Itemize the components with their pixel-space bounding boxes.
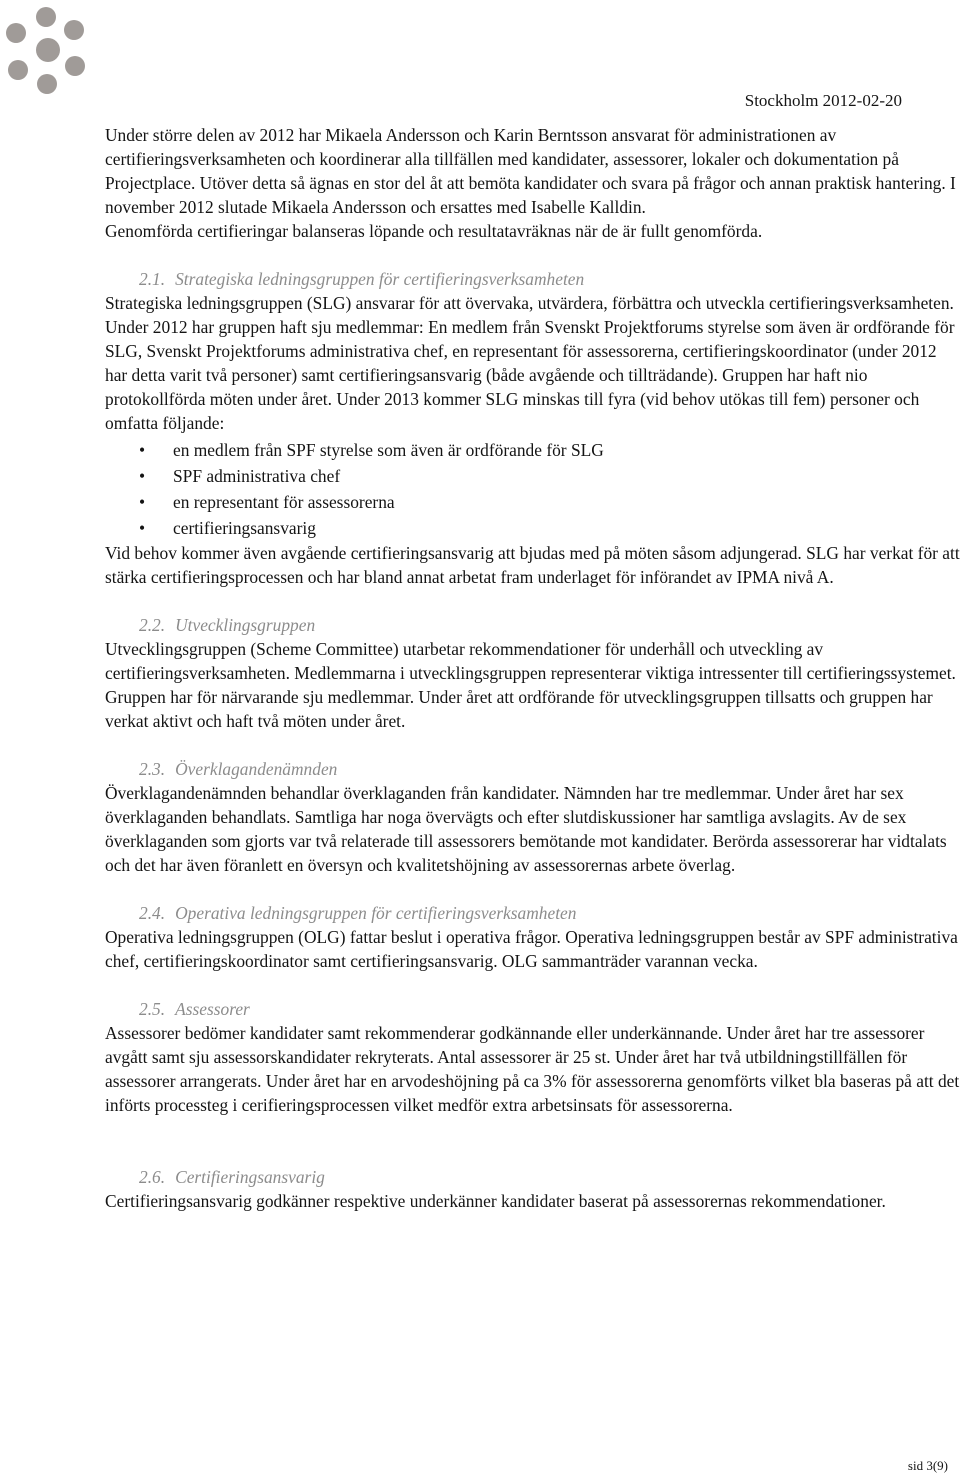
section-number: 2.5. <box>139 999 166 1019</box>
section-title: Certifieringsansvarig <box>175 1167 325 1187</box>
document-body <box>105 123 960 1213</box>
intro-paragraph-2: Genomförda certifieringar balanseras löpande och resultatavräknas när de är fullt genomförda. <box>105 221 763 241</box>
section-title: Utvecklingsgruppen <box>175 615 316 635</box>
section-number: 2.4. <box>139 903 166 923</box>
list-item: • en representant för assessorerna <box>135 489 960 515</box>
bullet-icon: • <box>139 518 146 538</box>
section-heading-2-5 <box>105 997 960 1021</box>
section-heading-2-2 <box>105 613 960 637</box>
section-title: Assessorer <box>175 999 250 1019</box>
section-number: 2.6. <box>139 1167 166 1187</box>
section-number: 2.1. <box>139 269 166 289</box>
section-number: 2.3. <box>139 759 166 779</box>
section-title: Strategiska ledningsgruppen för certifieringsverksamheten <box>175 269 585 289</box>
section-heading-2-4 <box>105 901 960 925</box>
section-heading-2-1 <box>105 267 960 291</box>
section-title: Operativa ledningsgruppen för certifieringsverksamheten <box>175 903 577 923</box>
section-number: 2.2. <box>139 615 166 635</box>
flower-dots-logo-icon <box>0 0 96 100</box>
section-heading-2-3 <box>105 757 960 781</box>
section-heading-2-6 <box>105 1165 960 1189</box>
section-2-2-paragraph-1: Utvecklingsgruppen (Scheme Committee) utarbetar rekommendationer för underhåll och utveckling av certifieringsverksamheten. Medlemmarna i utvecklingsgruppen representerar viktiga intressenter till certifieringssystemet. Gruppen har för närvarande sju medlemmar. Under året att ordförande för utvecklingsgruppen tillsatts och gruppen har verkat aktivt och haft två möten under året. <box>105 639 956 731</box>
section-2-5-paragraph-1: Assessorer bedömer kandidater samt rekommenderar godkännande eller underkännande. Under året har tre assessorer avgått samt sju assessorskandidater rekryterats. Antal assessorer är 25 st. Under året har två utbildningstillfällen för assessorer arrangerats. Under året har en arvodeshöjning på ca 3% för assessorerna genomförts vilket bla baseras på att det införts processteg i cerifieringsprocessen vilket medför extra arbetsinsats för assessorerna. <box>105 1023 960 1115</box>
page-number: sid 3(9) <box>907 1458 948 1473</box>
section-title: Överklagandenämnden <box>175 759 338 779</box>
document-date: Stockholm 2012-02-20 <box>744 91 902 110</box>
list-item: • en medlem från SPF styrelse som även är ordförande för SLG <box>135 437 960 463</box>
section-2-1-paragraph-1: Strategiska ledningsgruppen (SLG) ansvarar för att övervaka, utvärdera, förbättra och utveckla certifieringsverksamheten. Under 2012 har gruppen haft sju medlemmar: En medlem från Svenskt Projektforums styrelse som även är ordförande för SLG, Svenskt Projektforums administrativa chef, en representant för assessorerna, certifieringskoordinator (under 2012 har detta varit två personer) samt certifieringsansvarig (både avgående och tillträdande). Gruppen har haft nio protokollförda möten under året. Under 2013 kommer SLG minskas till fyra (vid behov utökas till fem) personer och omfatta följande: <box>105 293 955 433</box>
bullet-icon: • <box>139 492 146 512</box>
bullet-icon: • <box>139 440 146 460</box>
bullet-icon: • <box>139 466 146 486</box>
slg-members-list <box>105 437 960 541</box>
list-item: • SPF administrativa chef <box>135 463 960 489</box>
section-2-3-paragraph-1: Överklagandenämnden behandlar överklaganden från kandidater. Nämnden har tre medlemmar. Under året har sex överklaganden behandlats. Samtliga har noga övervägts och efter slutdiskussioner har samtliga avslagits. Av de sex överklaganden som gjorts var två relaterade till assessorers bemötande mot kandidater. Berörda assessorerar har vidtalats och det har även föranlett en översyn och kvalitetshöjning av assessorernas arbete överlag. <box>105 783 947 875</box>
section-2-6-paragraph-1: Certifieringsansvarig godkänner respektive underkänner kandidater baserat på assessorernas rekommendationer. <box>105 1191 886 1211</box>
section-2-1-paragraph-2: Vid behov kommer även avgående certifieringsansvarig att bjudas med på möten såsom adjungerad. SLG har verkat för att stärka certifieringsprocessen och har bland annat arbetat fram underlaget för införandet av IPMA nivå A. <box>105 543 960 587</box>
intro-paragraph-1: Under större delen av 2012 har Mikaela Andersson och Karin Berntsson ansvarat för administrationen av certifieringsverksamheten och koordinerar alla tillfällen med kandidater, assessorer, lokaler och dokumentation på Projectplace. Utöver detta så ägnas en stor del åt att bemöta kandidater och svara på frågor och annan praktisk hantering. I november 2012 slutade Mikaela Andersson och ersattes med Isabelle Kalldin. <box>105 125 956 217</box>
section-2-4-paragraph-1: Operativa ledningsgruppen (OLG) fattar beslut i operativa frågor. Operativa ledningsgruppen består av SPF administrativa chef, certifieringskoordinator samt certifieringsansvarig. OLG sammanträder varannan vecka. <box>105 927 958 971</box>
list-item: • certifieringsansvarig <box>135 515 960 541</box>
